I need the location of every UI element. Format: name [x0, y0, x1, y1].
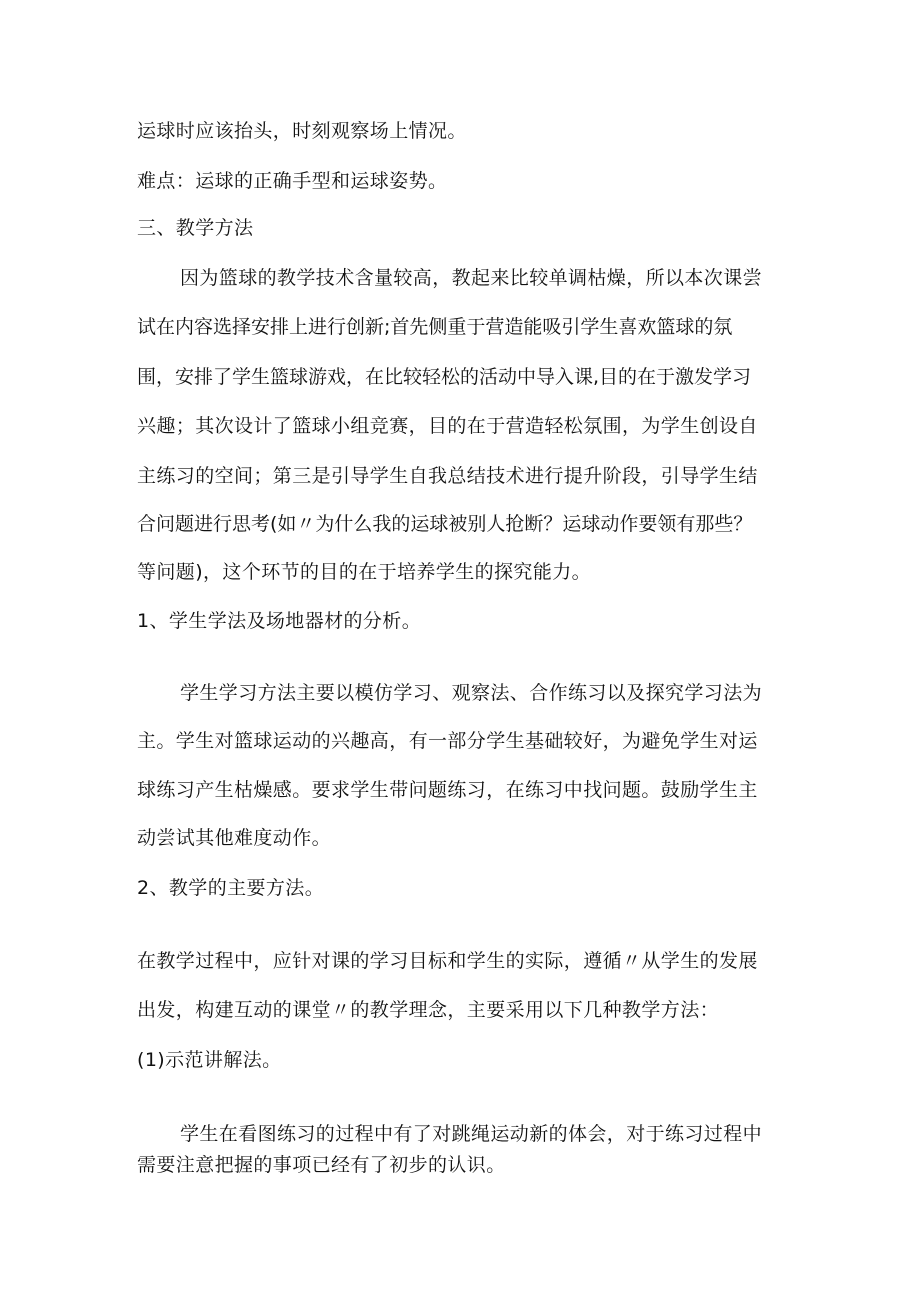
paragraph-process-line-1: 在教学过程中，应针对课的学习目标和学生的实际，遵循〃从学生的发展 [137, 950, 758, 972]
paragraph-student-line-3: 球练习产生枯燥感。要求学生带问题练习，在练习中找问题。鼓励学生主 [137, 779, 758, 801]
paragraph-method-line-1: 因为篮球的教学技术含量较高，教起来比较单调枯燥，所以本次课尝 [180, 267, 763, 289]
paragraph-practice-line-2: 需要注意把握的事项已经有了初步的认识。 [137, 1154, 506, 1176]
paragraph-method-line-6: 合问题进行思考(如〃为什么我的运球被别人抢断？运球动作要领有那些？ [137, 513, 753, 535]
paragraph-line-1: 运球时应该抬头，时刻观察场上情况。 [137, 120, 467, 142]
subheading-student-method: 1、学生学法及场地器材的分析。 [137, 610, 422, 632]
section-heading-teaching-method: 三、教学方法 [137, 217, 254, 239]
paragraph-process-line-2: 出发，构建互动的课堂〃的教学理念，主要采用以下几种教学方法： [137, 999, 720, 1021]
paragraph-student-line-4: 动尝试其他难度动作。 [137, 827, 332, 849]
paragraph-method-line-3: 围，安排了学生篮球游戏，在比较轻松的活动中导入课,目的在于激发学习 [137, 366, 752, 388]
difficulty-line: 难点：运球的正确手型和运球姿势。 [137, 170, 448, 192]
paragraph-method-line-5: 主练习的空间；第三是引导学生自我总结技术进行提升阶段，引导学生结 [137, 465, 758, 487]
paragraph-student-line-2: 主。学生对篮球运动的兴趣高，有一部分学生基础较好，为避免学生对运 [137, 730, 758, 752]
paragraph-practice-line-1: 学生在看图练习的过程中有了对跳绳运动新的体会，对于练习过程中 [180, 1123, 763, 1145]
paragraph-method-line-4: 兴趣；其次设计了篮球小组竞赛，目的在于营造轻松氛围，为学生创设自 [137, 415, 758, 437]
paragraph-student-line-1: 学生学习方法主要以模仿学习、观察法、合作练习以及探究学习法为 [180, 682, 763, 704]
paragraph-method-line-7: 等问题)，这个环节的目的在于培养学生的探究能力。 [137, 561, 592, 583]
paragraph-method-line-2: 试在内容选择安排上进行创新;首先侧重于营造能吸引学生喜欢篮球的氛 [137, 316, 733, 338]
method-item-demonstration: (1)示范讲解法。 [137, 1049, 282, 1071]
subheading-main-method: 2、教学的主要方法。 [137, 877, 325, 899]
